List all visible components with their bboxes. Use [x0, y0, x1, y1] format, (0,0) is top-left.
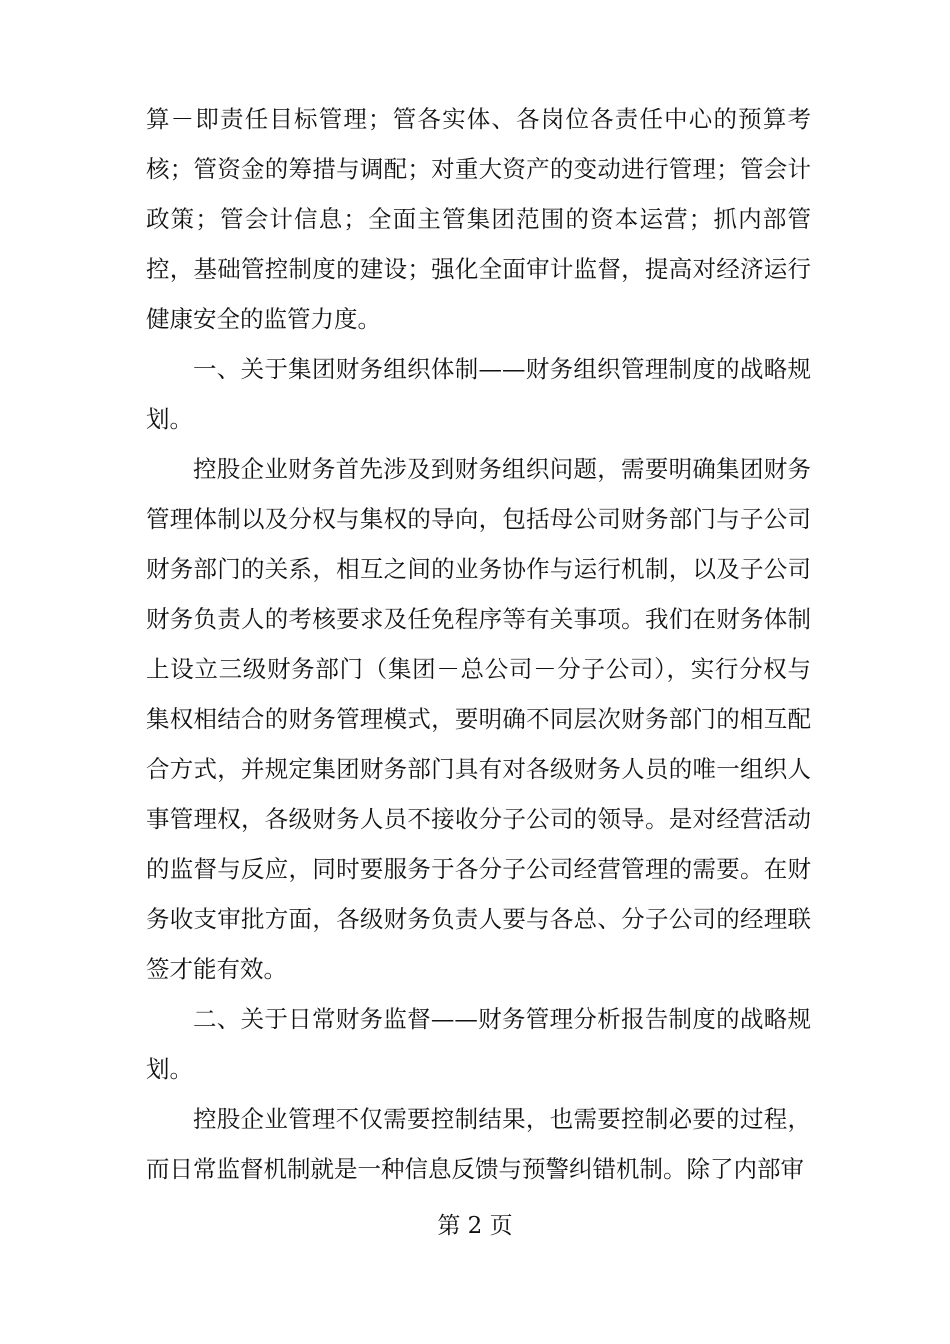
paragraph-daily-supervision: 控股企业管理不仅需要控制结果，也需要控制必要的过程，而日常监督机制就是一种信息反馈与预警纠错机制。除了内部审 — [146, 1105, 811, 1183]
section-heading-two: 二、关于日常财务监督——财务管理分析报告制度的战略规划。 — [146, 1005, 811, 1083]
paragraph-continuation: 算－即责任目标管理；管各实体、各岗位各责任中心的预算考核；管资金的筹措与调配；对重大资产的变动进行管理；管会计政策；管会计信息；全面主管集团范围的资本运营；抓内部管控，基础管控制度的建设；强化全面审计监督，提高对经济运行健康安全的监管力度。 — [146, 105, 811, 333]
paragraph-financial-organization: 控股企业财务首先涉及到财务组织问题，需要明确集团财务管理体制以及分权与集权的导向，包括母公司财务部门与子公司财务部门的关系，相互之间的业务协作与运行机制，以及子公司财务负责人的考核要求及任免程序等有关事项。我们在财务体制上设立三级财务部门（集团－总公司－分子公司），实行分权与集权相结合的财务管理模式，要明确不同层次财务部门的相互配合方式，并规定集团财务部门具有对各级财务人员的唯一组织人事管理权，各级财务人员不接收分子公司的领导。是对经营活动的监督与反应，同时要服务于各分子公司经营管理的需要。在财务收支审批方面，各级财务负责人要与各总、分子公司的经理联签才能有效。 — [146, 455, 811, 983]
page-number: 第 2 页 — [437, 1213, 513, 1239]
document-body — [146, 94, 811, 1194]
section-heading-one: 一、关于集团财务组织体制——财务组织管理制度的战略规划。 — [146, 355, 811, 433]
